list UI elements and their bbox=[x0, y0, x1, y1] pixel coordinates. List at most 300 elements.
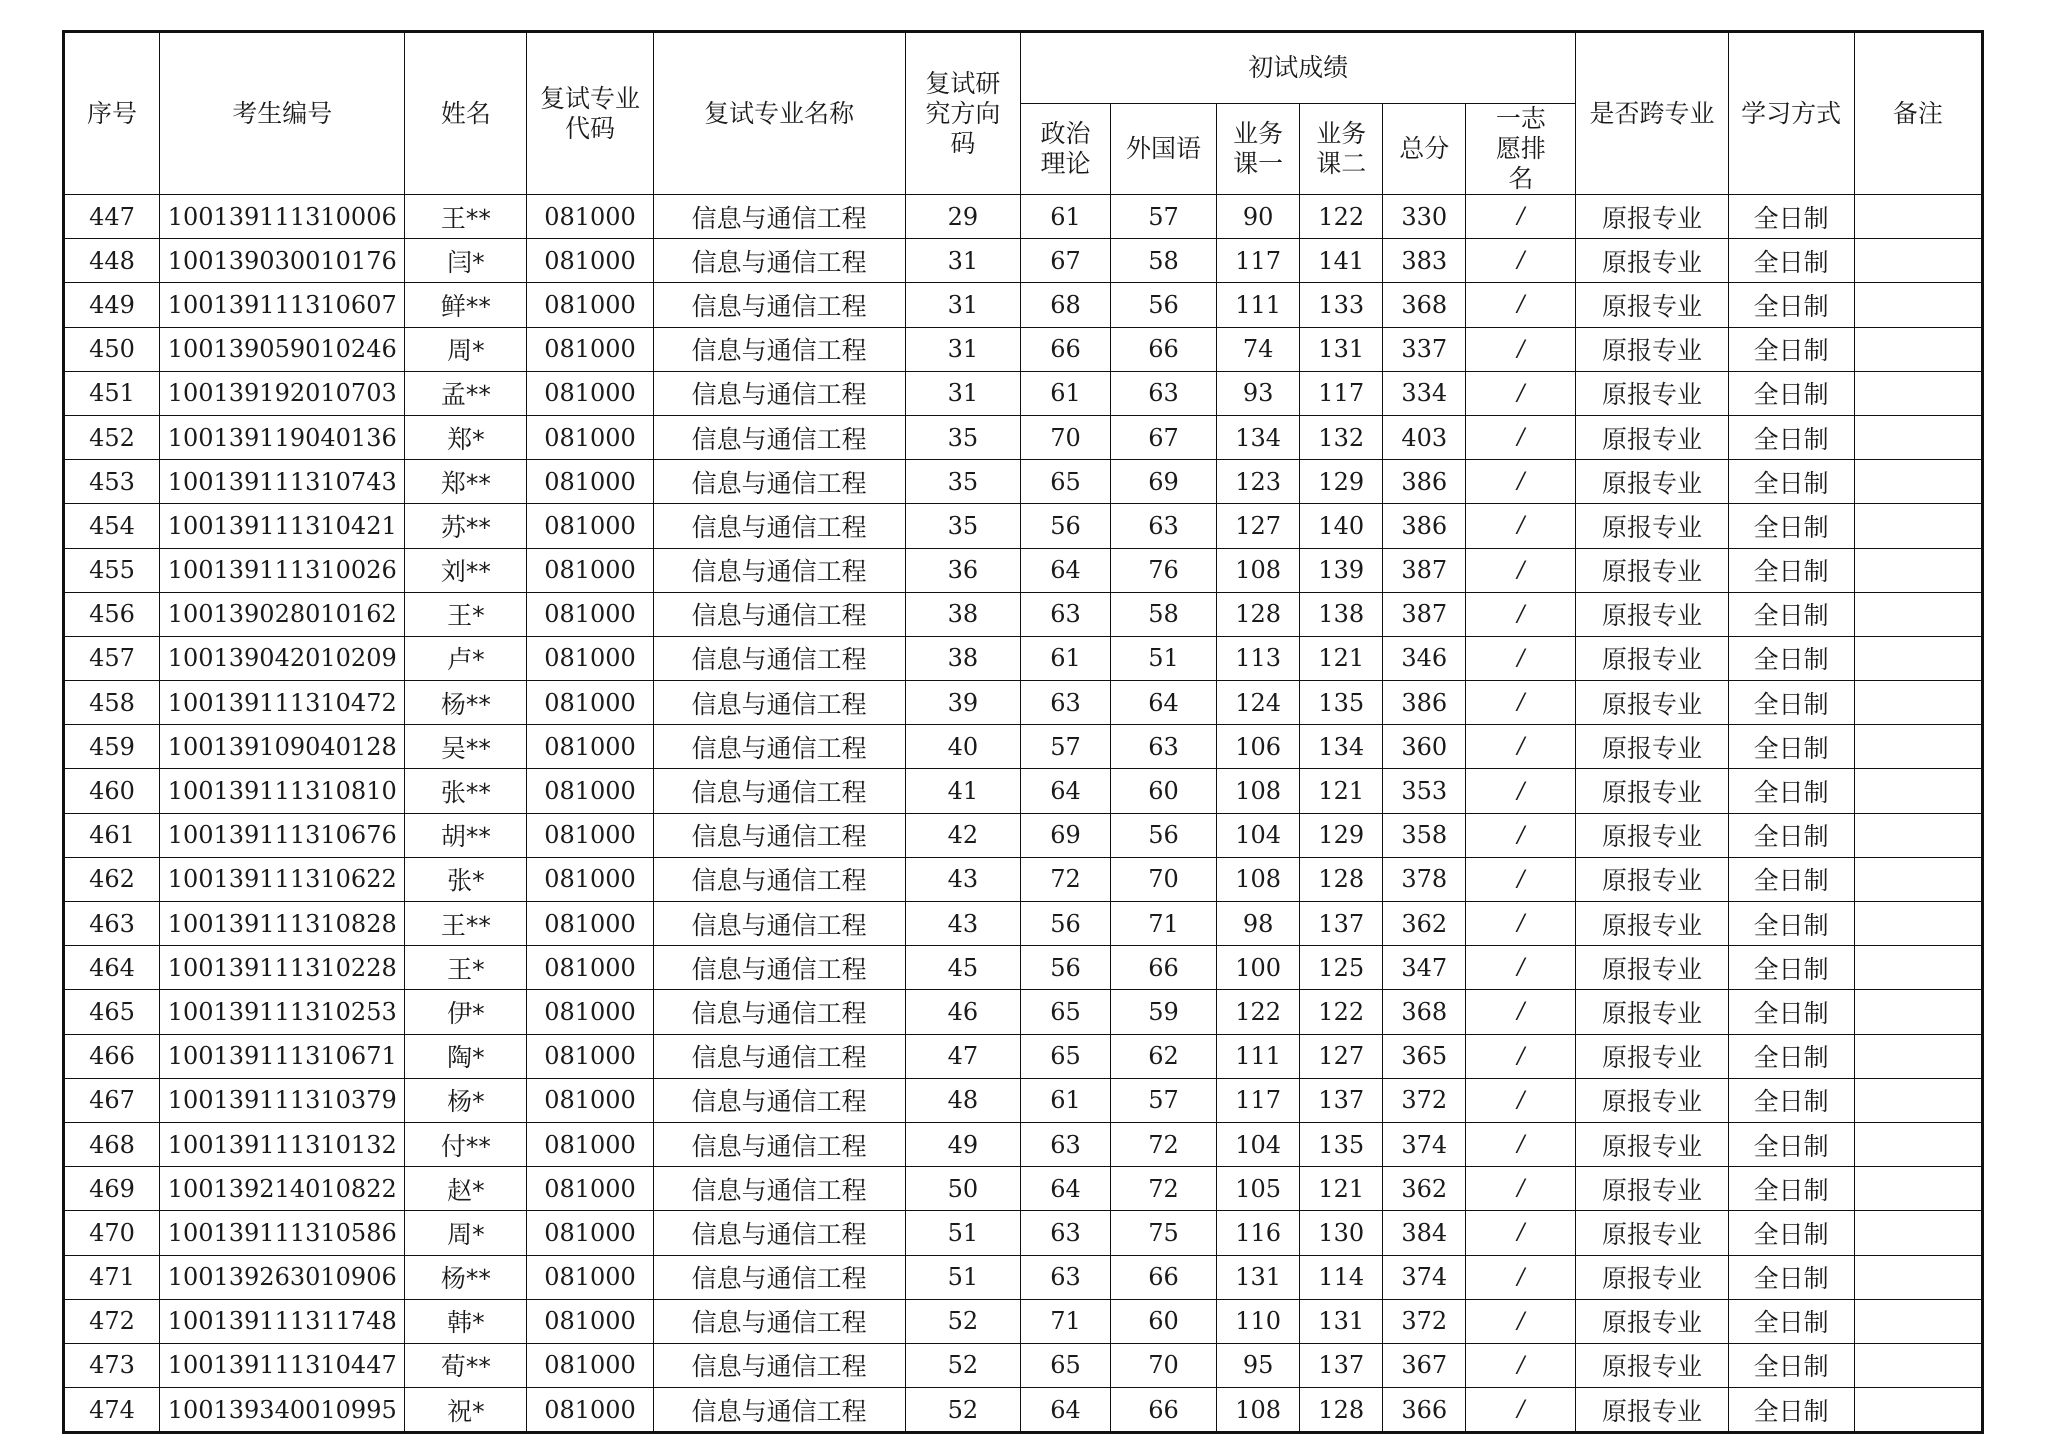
cell-cross-major: 原报专业 bbox=[1576, 1388, 1728, 1433]
cell-study-mode: 全日制 bbox=[1728, 283, 1854, 327]
cell-direction-code: 41 bbox=[905, 769, 1020, 813]
cell-first-choice-rank: / bbox=[1466, 1299, 1576, 1343]
cell-direction-code: 36 bbox=[905, 548, 1020, 592]
table-row bbox=[64, 946, 1983, 990]
cell-cross-major: 原报专业 bbox=[1576, 990, 1728, 1034]
cell-course-one: 110 bbox=[1217, 1299, 1300, 1343]
cell-exam-id: 100139111310447 bbox=[160, 1343, 405, 1387]
cell-name: 祝* bbox=[405, 1388, 527, 1433]
cell-major-code: 081000 bbox=[527, 1299, 653, 1343]
cell-first-choice-rank: / bbox=[1466, 239, 1576, 283]
cell-major-name: 信息与通信工程 bbox=[653, 504, 905, 548]
cell-seq: 473 bbox=[64, 1343, 160, 1387]
cell-seq: 465 bbox=[64, 990, 160, 1034]
cell-politics: 65 bbox=[1020, 460, 1110, 504]
header-first-choice-rank: 一志愿排名 bbox=[1466, 104, 1576, 195]
cell-cross-major: 原报专业 bbox=[1576, 1167, 1728, 1211]
cell-seq: 461 bbox=[64, 813, 160, 857]
cell-course-one: 111 bbox=[1217, 283, 1300, 327]
cell-course-two: 131 bbox=[1300, 1299, 1383, 1343]
cell-name: 郑* bbox=[405, 415, 527, 459]
cell-major-name: 信息与通信工程 bbox=[653, 592, 905, 636]
cell-name: 郑** bbox=[405, 460, 527, 504]
cell-first-choice-rank: / bbox=[1466, 327, 1576, 371]
cell-remarks bbox=[1854, 681, 1982, 725]
cell-total: 367 bbox=[1383, 1343, 1466, 1387]
cell-major-code: 081000 bbox=[527, 1388, 653, 1433]
cell-course-one: 104 bbox=[1217, 1122, 1300, 1166]
cell-name: 王* bbox=[405, 592, 527, 636]
cell-first-choice-rank: / bbox=[1466, 504, 1576, 548]
cell-course-one: 128 bbox=[1217, 592, 1300, 636]
cell-cross-major: 原报专业 bbox=[1576, 1255, 1728, 1299]
cell-major-code: 081000 bbox=[527, 857, 653, 901]
cell-cross-major: 原报专业 bbox=[1576, 769, 1728, 813]
cell-cross-major: 原报专业 bbox=[1576, 548, 1728, 592]
cell-remarks bbox=[1854, 592, 1982, 636]
cell-seq: 453 bbox=[64, 460, 160, 504]
table-row bbox=[64, 195, 1983, 239]
cell-politics: 63 bbox=[1020, 1255, 1110, 1299]
cell-remarks bbox=[1854, 1078, 1982, 1122]
cell-total: 378 bbox=[1383, 857, 1466, 901]
header-seq: 序号 bbox=[64, 32, 160, 195]
cell-course-two: 128 bbox=[1300, 1388, 1383, 1433]
header-initial-scores: 初试成绩 bbox=[1020, 32, 1576, 104]
cell-total: 386 bbox=[1383, 681, 1466, 725]
cell-major-name: 信息与通信工程 bbox=[653, 902, 905, 946]
cell-politics: 65 bbox=[1020, 1343, 1110, 1387]
cell-politics: 63 bbox=[1020, 681, 1110, 725]
cell-major-name: 信息与通信工程 bbox=[653, 813, 905, 857]
cell-first-choice-rank: / bbox=[1466, 1211, 1576, 1255]
cell-cross-major: 原报专业 bbox=[1576, 592, 1728, 636]
cell-politics: 65 bbox=[1020, 990, 1110, 1034]
cell-remarks bbox=[1854, 902, 1982, 946]
cell-total: 387 bbox=[1383, 548, 1466, 592]
cell-course-two: 137 bbox=[1300, 1078, 1383, 1122]
cell-seq: 451 bbox=[64, 371, 160, 415]
cell-total: 346 bbox=[1383, 636, 1466, 680]
cell-remarks bbox=[1854, 1034, 1982, 1078]
cell-politics: 70 bbox=[1020, 415, 1110, 459]
cell-total: 386 bbox=[1383, 504, 1466, 548]
cell-course-two: 135 bbox=[1300, 681, 1383, 725]
cell-course-one: 74 bbox=[1217, 327, 1300, 371]
cell-remarks bbox=[1854, 1122, 1982, 1166]
cell-exam-id: 100139111310607 bbox=[160, 283, 405, 327]
cell-foreign-language: 76 bbox=[1111, 548, 1217, 592]
cell-major-name: 信息与通信工程 bbox=[653, 1122, 905, 1166]
cell-first-choice-rank: / bbox=[1466, 857, 1576, 901]
cell-direction-code: 38 bbox=[905, 592, 1020, 636]
cell-total: 362 bbox=[1383, 1167, 1466, 1211]
cell-cross-major: 原报专业 bbox=[1576, 636, 1728, 680]
table-row bbox=[64, 1167, 1983, 1211]
cell-study-mode: 全日制 bbox=[1728, 1122, 1854, 1166]
cell-exam-id: 100139111310132 bbox=[160, 1122, 405, 1166]
cell-direction-code: 35 bbox=[905, 504, 1020, 548]
cell-name: 王* bbox=[405, 946, 527, 990]
cell-major-name: 信息与通信工程 bbox=[653, 371, 905, 415]
cell-politics: 63 bbox=[1020, 592, 1110, 636]
cell-foreign-language: 58 bbox=[1111, 239, 1217, 283]
cell-direction-code: 31 bbox=[905, 283, 1020, 327]
cell-name: 伊* bbox=[405, 990, 527, 1034]
cell-course-two: 141 bbox=[1300, 239, 1383, 283]
cell-remarks bbox=[1854, 283, 1982, 327]
cell-remarks bbox=[1854, 327, 1982, 371]
cell-name: 王** bbox=[405, 195, 527, 239]
cell-course-one: 123 bbox=[1217, 460, 1300, 504]
cell-direction-code: 42 bbox=[905, 813, 1020, 857]
table-row bbox=[64, 1388, 1983, 1433]
cell-major-name: 信息与通信工程 bbox=[653, 327, 905, 371]
cell-course-two: 129 bbox=[1300, 460, 1383, 504]
cell-course-one: 124 bbox=[1217, 681, 1300, 725]
cell-exam-id: 100139111310472 bbox=[160, 681, 405, 725]
cell-cross-major: 原报专业 bbox=[1576, 415, 1728, 459]
cell-direction-code: 43 bbox=[905, 902, 1020, 946]
cell-cross-major: 原报专业 bbox=[1576, 946, 1728, 990]
cell-first-choice-rank: / bbox=[1466, 460, 1576, 504]
cell-exam-id: 100139111310586 bbox=[160, 1211, 405, 1255]
admission-score-table bbox=[62, 30, 1984, 1434]
cell-direction-code: 49 bbox=[905, 1122, 1020, 1166]
cell-remarks bbox=[1854, 415, 1982, 459]
cell-foreign-language: 56 bbox=[1111, 283, 1217, 327]
cell-politics: 61 bbox=[1020, 195, 1110, 239]
cell-major-name: 信息与通信工程 bbox=[653, 857, 905, 901]
cell-exam-id: 100139340010995 bbox=[160, 1388, 405, 1433]
cell-course-one: 108 bbox=[1217, 769, 1300, 813]
cell-politics: 72 bbox=[1020, 857, 1110, 901]
cell-name: 孟** bbox=[405, 371, 527, 415]
cell-name: 闫* bbox=[405, 239, 527, 283]
header-remarks: 备注 bbox=[1854, 32, 1982, 195]
cell-course-one: 127 bbox=[1217, 504, 1300, 548]
cell-course-two: 139 bbox=[1300, 548, 1383, 592]
cell-major-code: 081000 bbox=[527, 725, 653, 769]
cell-seq: 462 bbox=[64, 857, 160, 901]
cell-course-two: 137 bbox=[1300, 902, 1383, 946]
header-name: 姓名 bbox=[405, 32, 527, 195]
cell-name: 陶* bbox=[405, 1034, 527, 1078]
cell-major-code: 081000 bbox=[527, 1034, 653, 1078]
cell-course-two: 122 bbox=[1300, 990, 1383, 1034]
cell-total: 372 bbox=[1383, 1078, 1466, 1122]
cell-first-choice-rank: / bbox=[1466, 1034, 1576, 1078]
cell-course-two: 135 bbox=[1300, 1122, 1383, 1166]
cell-cross-major: 原报专业 bbox=[1576, 813, 1728, 857]
cell-seq: 456 bbox=[64, 592, 160, 636]
cell-name: 王** bbox=[405, 902, 527, 946]
table-body bbox=[64, 195, 1983, 1433]
cell-name: 付** bbox=[405, 1122, 527, 1166]
cell-first-choice-rank: / bbox=[1466, 415, 1576, 459]
cell-exam-id: 100139111311748 bbox=[160, 1299, 405, 1343]
cell-major-code: 081000 bbox=[527, 636, 653, 680]
cell-study-mode: 全日制 bbox=[1728, 902, 1854, 946]
header-major-code: 复试专业代码 bbox=[527, 32, 653, 195]
cell-direction-code: 31 bbox=[905, 371, 1020, 415]
cell-total: 358 bbox=[1383, 813, 1466, 857]
cell-exam-id: 100139111310421 bbox=[160, 504, 405, 548]
cell-name: 刘** bbox=[405, 548, 527, 592]
cell-politics: 64 bbox=[1020, 1167, 1110, 1211]
table-row bbox=[64, 769, 1983, 813]
cell-remarks bbox=[1854, 1299, 1982, 1343]
cell-major-name: 信息与通信工程 bbox=[653, 1255, 905, 1299]
cell-direction-code: 48 bbox=[905, 1078, 1020, 1122]
cell-study-mode: 全日制 bbox=[1728, 1299, 1854, 1343]
table-row bbox=[64, 504, 1983, 548]
cell-course-two: 138 bbox=[1300, 592, 1383, 636]
cell-direction-code: 45 bbox=[905, 946, 1020, 990]
cell-foreign-language: 66 bbox=[1111, 946, 1217, 990]
cell-direction-code: 51 bbox=[905, 1211, 1020, 1255]
cell-first-choice-rank: / bbox=[1466, 548, 1576, 592]
table-row bbox=[64, 283, 1983, 327]
cell-study-mode: 全日制 bbox=[1728, 1167, 1854, 1211]
cell-foreign-language: 51 bbox=[1111, 636, 1217, 680]
cell-major-code: 081000 bbox=[527, 769, 653, 813]
cell-course-one: 98 bbox=[1217, 902, 1300, 946]
cell-major-code: 081000 bbox=[527, 1122, 653, 1166]
table-row bbox=[64, 1078, 1983, 1122]
table-row bbox=[64, 990, 1983, 1034]
cell-study-mode: 全日制 bbox=[1728, 813, 1854, 857]
cell-first-choice-rank: / bbox=[1466, 902, 1576, 946]
cell-study-mode: 全日制 bbox=[1728, 1211, 1854, 1255]
cell-course-one: 93 bbox=[1217, 371, 1300, 415]
header-major-name: 复试专业名称 bbox=[653, 32, 905, 195]
cell-politics: 61 bbox=[1020, 1078, 1110, 1122]
cell-politics: 65 bbox=[1020, 1034, 1110, 1078]
cell-direction-code: 39 bbox=[905, 681, 1020, 725]
cell-seq: 455 bbox=[64, 548, 160, 592]
cell-exam-id: 100139111310253 bbox=[160, 990, 405, 1034]
cell-direction-code: 31 bbox=[905, 327, 1020, 371]
cell-major-code: 081000 bbox=[527, 239, 653, 283]
cell-seq: 463 bbox=[64, 902, 160, 946]
cell-exam-id: 100139119040136 bbox=[160, 415, 405, 459]
cell-name: 赵* bbox=[405, 1167, 527, 1211]
cell-seq: 469 bbox=[64, 1167, 160, 1211]
cell-name: 张* bbox=[405, 857, 527, 901]
table-row bbox=[64, 371, 1983, 415]
cell-name: 韩* bbox=[405, 1299, 527, 1343]
cell-study-mode: 全日制 bbox=[1728, 1034, 1854, 1078]
cell-study-mode: 全日制 bbox=[1728, 769, 1854, 813]
cell-exam-id: 100139059010246 bbox=[160, 327, 405, 371]
cell-course-one: 134 bbox=[1217, 415, 1300, 459]
cell-first-choice-rank: / bbox=[1466, 195, 1576, 239]
cell-politics: 56 bbox=[1020, 902, 1110, 946]
cell-foreign-language: 66 bbox=[1111, 327, 1217, 371]
cell-direction-code: 52 bbox=[905, 1388, 1020, 1433]
cell-total: 372 bbox=[1383, 1299, 1466, 1343]
cell-direction-code: 50 bbox=[905, 1167, 1020, 1211]
cell-first-choice-rank: / bbox=[1466, 1388, 1576, 1433]
cell-major-name: 信息与通信工程 bbox=[653, 1078, 905, 1122]
cell-direction-code: 51 bbox=[905, 1255, 1020, 1299]
cell-major-code: 081000 bbox=[527, 946, 653, 990]
cell-first-choice-rank: / bbox=[1466, 1343, 1576, 1387]
table-row bbox=[64, 1255, 1983, 1299]
cell-direction-code: 47 bbox=[905, 1034, 1020, 1078]
cell-major-code: 081000 bbox=[527, 415, 653, 459]
cell-foreign-language: 58 bbox=[1111, 592, 1217, 636]
cell-direction-code: 46 bbox=[905, 990, 1020, 1034]
cell-foreign-language: 57 bbox=[1111, 1078, 1217, 1122]
cell-remarks bbox=[1854, 813, 1982, 857]
cell-major-code: 081000 bbox=[527, 592, 653, 636]
cell-major-code: 081000 bbox=[527, 1167, 653, 1211]
cell-total: 368 bbox=[1383, 990, 1466, 1034]
cell-course-one: 131 bbox=[1217, 1255, 1300, 1299]
cell-seq: 450 bbox=[64, 327, 160, 371]
cell-cross-major: 原报专业 bbox=[1576, 1299, 1728, 1343]
cell-foreign-language: 63 bbox=[1111, 371, 1217, 415]
cell-politics: 63 bbox=[1020, 1211, 1110, 1255]
cell-exam-id: 100139111310006 bbox=[160, 195, 405, 239]
cell-course-two: 131 bbox=[1300, 327, 1383, 371]
table-row bbox=[64, 327, 1983, 371]
cell-first-choice-rank: / bbox=[1466, 1122, 1576, 1166]
cell-exam-id: 100139111310026 bbox=[160, 548, 405, 592]
table-row bbox=[64, 460, 1983, 504]
cell-exam-id: 100139042010209 bbox=[160, 636, 405, 680]
cell-study-mode: 全日制 bbox=[1728, 1388, 1854, 1433]
cell-foreign-language: 56 bbox=[1111, 813, 1217, 857]
cell-first-choice-rank: / bbox=[1466, 1167, 1576, 1211]
cell-seq: 474 bbox=[64, 1388, 160, 1433]
cell-major-name: 信息与通信工程 bbox=[653, 239, 905, 283]
cell-seq: 470 bbox=[64, 1211, 160, 1255]
cell-foreign-language: 59 bbox=[1111, 990, 1217, 1034]
cell-cross-major: 原报专业 bbox=[1576, 371, 1728, 415]
cell-direction-code: 40 bbox=[905, 725, 1020, 769]
cell-politics: 57 bbox=[1020, 725, 1110, 769]
cell-cross-major: 原报专业 bbox=[1576, 681, 1728, 725]
cell-seq: 466 bbox=[64, 1034, 160, 1078]
cell-first-choice-rank: / bbox=[1466, 769, 1576, 813]
cell-major-code: 081000 bbox=[527, 1343, 653, 1387]
cell-name: 苏** bbox=[405, 504, 527, 548]
cell-first-choice-rank: / bbox=[1466, 813, 1576, 857]
cell-seq: 458 bbox=[64, 681, 160, 725]
cell-major-code: 081000 bbox=[527, 283, 653, 327]
cell-total: 360 bbox=[1383, 725, 1466, 769]
cell-exam-id: 100139111310379 bbox=[160, 1078, 405, 1122]
cell-name: 杨** bbox=[405, 1255, 527, 1299]
cell-major-code: 081000 bbox=[527, 371, 653, 415]
cell-major-code: 081000 bbox=[527, 504, 653, 548]
cell-major-name: 信息与通信工程 bbox=[653, 1167, 905, 1211]
header-study-mode: 学习方式 bbox=[1728, 32, 1854, 195]
cell-course-one: 113 bbox=[1217, 636, 1300, 680]
cell-direction-code: 38 bbox=[905, 636, 1020, 680]
cell-seq: 457 bbox=[64, 636, 160, 680]
cell-major-name: 信息与通信工程 bbox=[653, 1034, 905, 1078]
cell-course-one: 116 bbox=[1217, 1211, 1300, 1255]
cell-total: 383 bbox=[1383, 239, 1466, 283]
table-row bbox=[64, 1034, 1983, 1078]
cell-politics: 71 bbox=[1020, 1299, 1110, 1343]
cell-course-one: 104 bbox=[1217, 813, 1300, 857]
cell-total: 384 bbox=[1383, 1211, 1466, 1255]
cell-major-code: 081000 bbox=[527, 1078, 653, 1122]
cell-name: 杨* bbox=[405, 1078, 527, 1122]
table-row bbox=[64, 1343, 1983, 1387]
cell-remarks bbox=[1854, 1211, 1982, 1255]
table-row bbox=[64, 636, 1983, 680]
cell-study-mode: 全日制 bbox=[1728, 415, 1854, 459]
cell-name: 卢* bbox=[405, 636, 527, 680]
cell-foreign-language: 69 bbox=[1111, 460, 1217, 504]
cell-course-two: 122 bbox=[1300, 195, 1383, 239]
cell-first-choice-rank: / bbox=[1466, 946, 1576, 990]
cell-course-two: 128 bbox=[1300, 857, 1383, 901]
header-total: 总分 bbox=[1383, 104, 1466, 195]
cell-remarks bbox=[1854, 371, 1982, 415]
cell-cross-major: 原报专业 bbox=[1576, 1078, 1728, 1122]
cell-remarks bbox=[1854, 460, 1982, 504]
cell-direction-code: 29 bbox=[905, 195, 1020, 239]
cell-major-code: 081000 bbox=[527, 548, 653, 592]
cell-first-choice-rank: / bbox=[1466, 1078, 1576, 1122]
cell-seq: 447 bbox=[64, 195, 160, 239]
cell-total: 366 bbox=[1383, 1388, 1466, 1433]
cell-study-mode: 全日制 bbox=[1728, 946, 1854, 990]
cell-study-mode: 全日制 bbox=[1728, 239, 1854, 283]
cell-foreign-language: 75 bbox=[1111, 1211, 1217, 1255]
cell-study-mode: 全日制 bbox=[1728, 195, 1854, 239]
cell-cross-major: 原报专业 bbox=[1576, 195, 1728, 239]
cell-major-name: 信息与通信工程 bbox=[653, 769, 905, 813]
cell-course-one: 100 bbox=[1217, 946, 1300, 990]
cell-politics: 56 bbox=[1020, 504, 1110, 548]
cell-direction-code: 31 bbox=[905, 239, 1020, 283]
cell-major-name: 信息与通信工程 bbox=[653, 415, 905, 459]
cell-politics: 56 bbox=[1020, 946, 1110, 990]
cell-name: 胡** bbox=[405, 813, 527, 857]
cell-cross-major: 原报专业 bbox=[1576, 460, 1728, 504]
cell-major-name: 信息与通信工程 bbox=[653, 990, 905, 1034]
cell-name: 张** bbox=[405, 769, 527, 813]
cell-major-name: 信息与通信工程 bbox=[653, 725, 905, 769]
cell-direction-code: 52 bbox=[905, 1343, 1020, 1387]
cell-course-two: 132 bbox=[1300, 415, 1383, 459]
cell-total: 334 bbox=[1383, 371, 1466, 415]
header-foreign-language: 外国语 bbox=[1111, 104, 1217, 195]
cell-seq: 467 bbox=[64, 1078, 160, 1122]
cell-remarks bbox=[1854, 195, 1982, 239]
cell-course-two: 121 bbox=[1300, 769, 1383, 813]
cell-exam-id: 100139214010822 bbox=[160, 1167, 405, 1211]
cell-remarks bbox=[1854, 946, 1982, 990]
cell-major-name: 信息与通信工程 bbox=[653, 1211, 905, 1255]
cell-seq: 468 bbox=[64, 1122, 160, 1166]
cell-name: 周* bbox=[405, 1211, 527, 1255]
cell-exam-id: 100139111310676 bbox=[160, 813, 405, 857]
cell-major-name: 信息与通信工程 bbox=[653, 681, 905, 725]
cell-total: 403 bbox=[1383, 415, 1466, 459]
cell-major-name: 信息与通信工程 bbox=[653, 1388, 905, 1433]
cell-study-mode: 全日制 bbox=[1728, 1255, 1854, 1299]
cell-total: 330 bbox=[1383, 195, 1466, 239]
